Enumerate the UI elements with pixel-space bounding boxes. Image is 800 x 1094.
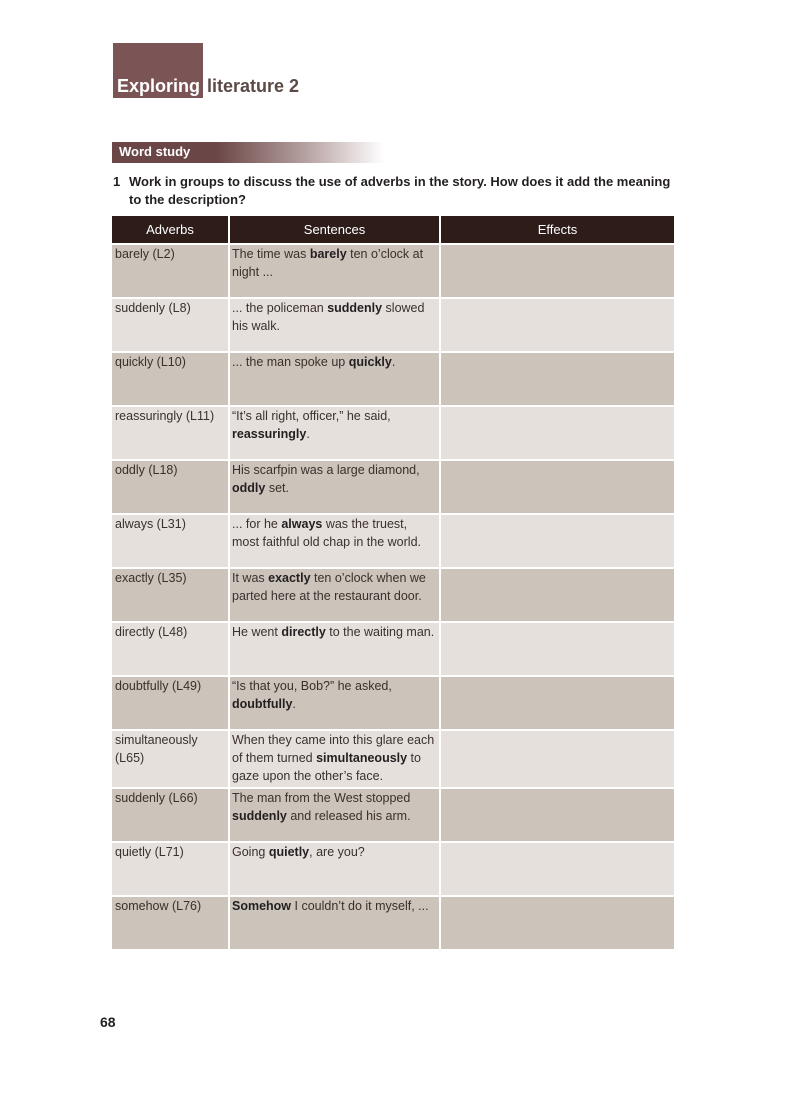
sentence-adverb-highlight: always [281, 517, 323, 531]
table-row [112, 405, 674, 459]
table-row [112, 351, 674, 405]
sentence-text-after: I couldn’t do it myself, ... [291, 899, 429, 913]
adverb-cell: reassuringly (L11) [112, 407, 230, 459]
sentence-text-before: He went [232, 625, 282, 639]
sentence-text-after: was the truest, most faithful old chap in the world. [232, 517, 421, 549]
sentence-cell [230, 731, 441, 787]
sentence-adverb-highlight: barely [309, 247, 347, 261]
sentence-text-before: ... the policeman [232, 301, 328, 315]
table-row [112, 729, 674, 787]
column-header-adverbs: Adverbs [112, 216, 230, 243]
table-row [112, 675, 674, 729]
table-row [112, 459, 674, 513]
sentence-cell [230, 353, 441, 405]
table-row [112, 621, 674, 675]
sentence-text-before: “Is that you, Bob?” he asked, [232, 679, 392, 693]
adverb-cell: barely (L2) [112, 245, 230, 297]
question-number: 1 [113, 174, 121, 189]
sentence-adverb-highlight: quickly [348, 355, 392, 369]
effect-cell[interactable] [441, 677, 674, 729]
question-1 [113, 173, 683, 209]
sentence-text-after: ten o’clock when we parted here at the restaurant door. [232, 571, 426, 603]
sentence-text-before: The time was [232, 247, 310, 261]
sentence-text-after: slowed his walk. [232, 301, 425, 333]
sentence-adverb-highlight: simultaneously [316, 751, 408, 765]
sentence-adverb-highlight: reassuringly [232, 427, 307, 441]
sentence-cell [230, 515, 441, 567]
effect-cell[interactable] [441, 407, 674, 459]
table-row [112, 297, 674, 351]
sentence-text-after: . [306, 427, 310, 441]
table-row [112, 513, 674, 567]
table-row [112, 243, 674, 297]
adverb-cell: quietly (L71) [112, 843, 230, 895]
sentence-cell [230, 461, 441, 513]
chapter-title-word-1: Exploring [117, 76, 201, 96]
sentence-cell [230, 789, 441, 841]
table-row [112, 841, 674, 895]
sentence-adverb-highlight: quietly [268, 845, 310, 859]
column-header-effects: Effects [537, 222, 578, 237]
effect-cell[interactable] [441, 789, 674, 841]
sentence-text-after: to gaze upon the other’s face. [232, 751, 421, 783]
effect-cell[interactable] [441, 299, 674, 351]
sentence-text-before: ... the man spoke up [232, 355, 349, 369]
adverb-cell: quickly (L10) [112, 353, 230, 405]
sentence-text-after: ten o’clock at night ... [232, 247, 424, 279]
effect-cell[interactable] [441, 245, 674, 297]
sentence-text-after: set. [265, 481, 289, 495]
sentence-cell [230, 677, 441, 729]
question-text: Work in groups to discuss the use of adverbs in the story. How does it add the meaning to the description? [129, 174, 671, 207]
sentence-adverb-highlight: suddenly [232, 809, 287, 823]
effect-cell[interactable] [441, 843, 674, 895]
sentence-text-after: . [292, 697, 296, 711]
sentence-text-before: “It’s all right, officer,” he said, [232, 409, 391, 423]
sentence-text-before: When they came into this glare each of them turned [232, 733, 435, 765]
effect-cell[interactable] [441, 353, 674, 405]
sentence-adverb-highlight: doubtfully [232, 697, 293, 711]
sentence-adverb-highlight: oddly [232, 481, 266, 495]
sentence-cell [230, 897, 441, 949]
sentence-text-before: Going [232, 845, 269, 859]
sentence-text-after: and released his arm. [286, 809, 411, 823]
sentence-text-before: ... for he [232, 517, 282, 531]
sentence-text-before: The man from the West stopped [232, 791, 411, 805]
section-heading [112, 142, 384, 163]
effect-cell[interactable] [441, 731, 674, 787]
adverb-cell: exactly (L35) [112, 569, 230, 621]
effect-cell[interactable] [441, 897, 674, 949]
adverb-cell: suddenly (L8) [112, 299, 230, 351]
table-row [112, 787, 674, 841]
sentence-adverb-highlight: directly [281, 625, 326, 639]
effect-cell[interactable] [441, 461, 674, 513]
table-header [112, 216, 674, 243]
adverb-cell: simultaneously (L65) [112, 731, 230, 787]
adverb-cell: directly (L48) [112, 623, 230, 675]
sentence-cell [230, 843, 441, 895]
sentence-cell [230, 569, 441, 621]
sentence-adverb-highlight: Somehow [232, 899, 292, 913]
adverbs-table [112, 216, 674, 949]
sentence-cell [230, 299, 441, 351]
adverb-cell: doubtfully (L49) [112, 677, 230, 729]
section-heading-label: Word study [119, 144, 191, 159]
page-number: 68 [100, 1014, 116, 1030]
adverb-cell: somehow (L76) [112, 897, 230, 949]
effect-cell[interactable] [441, 623, 674, 675]
column-header-sentences: Sentences [230, 216, 441, 243]
table-body [112, 243, 674, 949]
sentence-text-before: His scarfpin was a large diamond, [232, 463, 420, 477]
sentence-adverb-highlight: suddenly [327, 301, 383, 315]
effect-cell[interactable] [441, 515, 674, 567]
sentence-text-after: , are you? [309, 845, 365, 859]
sentence-cell [230, 407, 441, 459]
sentence-cell [230, 623, 441, 675]
chapter-title-word-2: literature 2 [207, 76, 300, 96]
effect-cell[interactable] [441, 569, 674, 621]
table-row [112, 567, 674, 621]
sentence-text-after: to the waiting man. [325, 625, 435, 639]
sentence-text-after: . [391, 355, 396, 369]
adverb-cell: oddly (L18) [112, 461, 230, 513]
sentence-cell [230, 245, 441, 297]
table-row [112, 895, 674, 949]
sentence-text-before: It was [232, 571, 269, 585]
sentence-adverb-highlight: exactly [268, 571, 311, 585]
adverb-cell: suddenly (L66) [112, 789, 230, 841]
adverb-cell: always (L31) [112, 515, 230, 567]
